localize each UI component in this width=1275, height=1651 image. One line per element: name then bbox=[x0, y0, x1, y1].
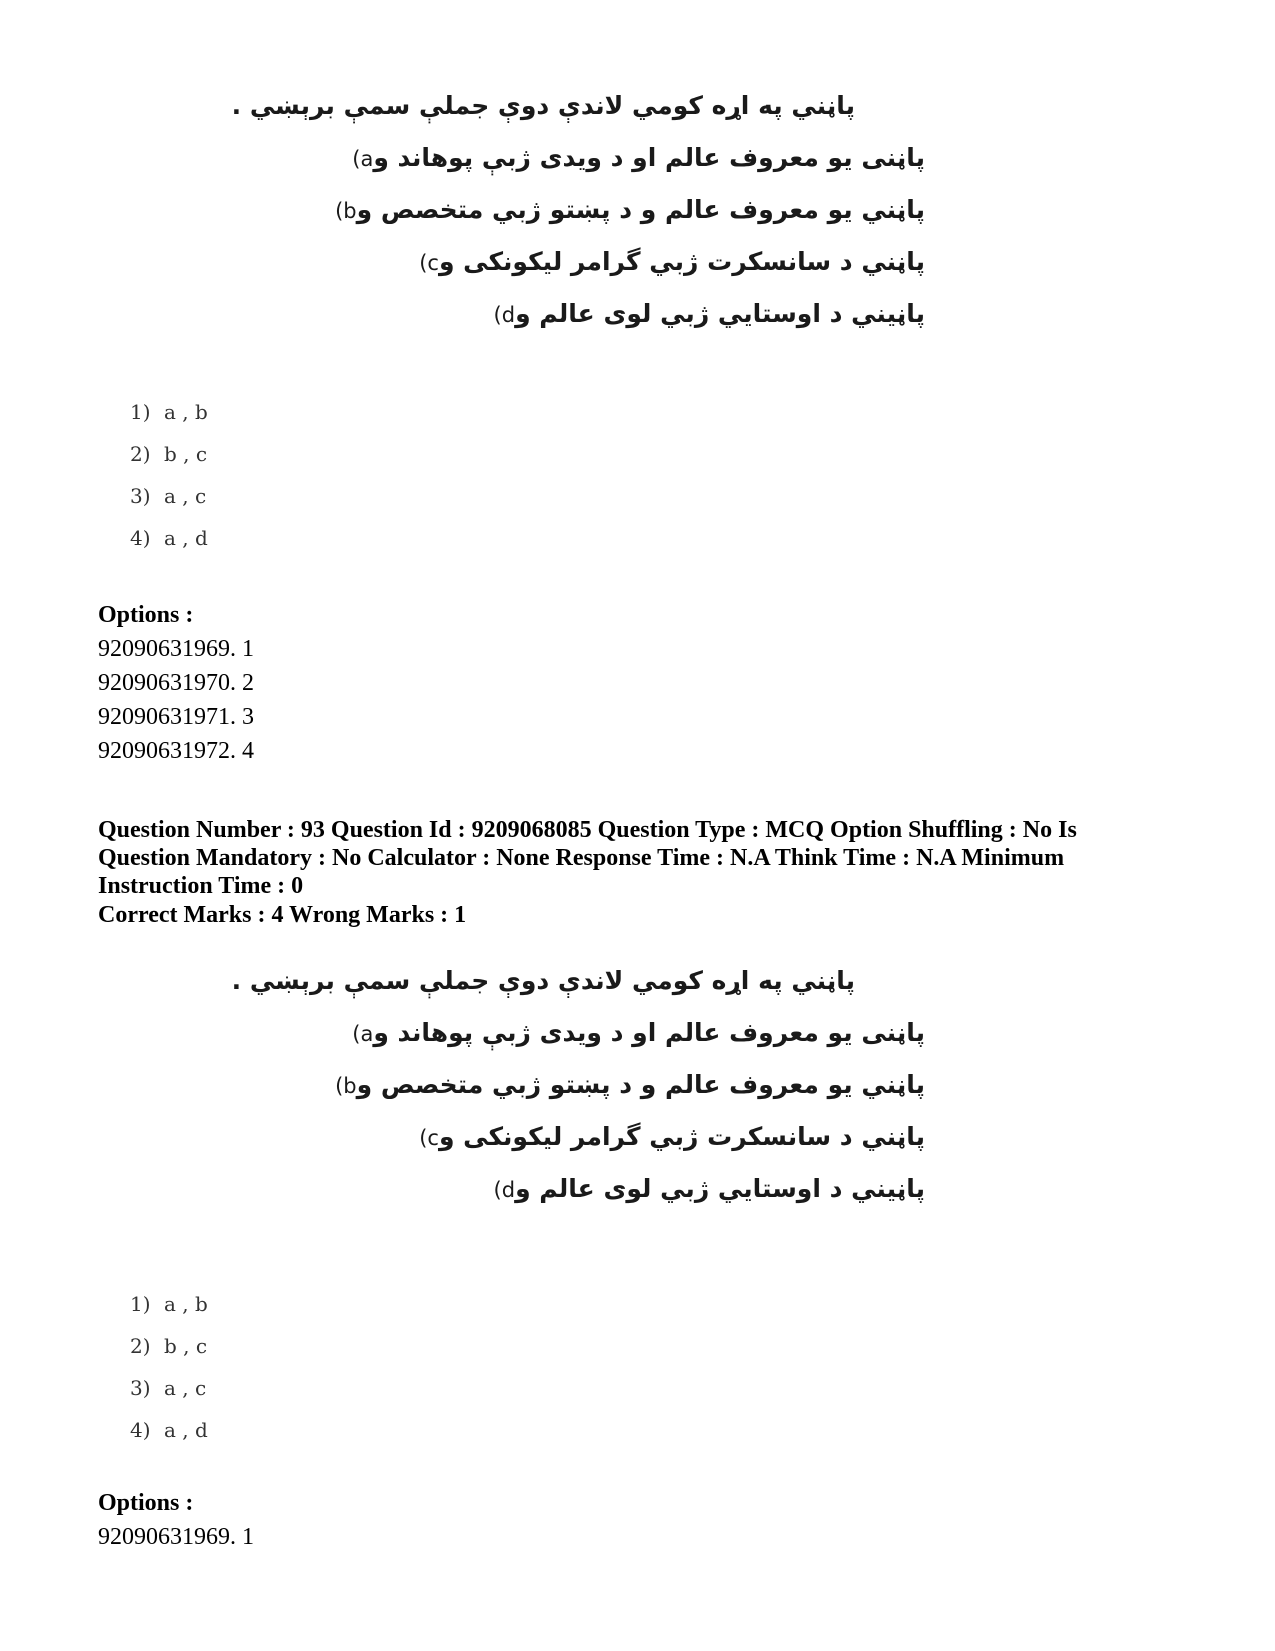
statement-b: (bپاڼني يو معروف عالم و د پښتو ژبي متخصص و bbox=[335, 195, 925, 224]
statement-c: (cپاڼني د سانسکرت ژبي گرامر ليکونکی و bbox=[419, 1122, 925, 1151]
statement-b: (bپاڼني يو معروف عالم و د پښتو ژبي متخصص و bbox=[335, 1070, 925, 1099]
choice-3: 3) a , c bbox=[130, 1376, 207, 1400]
statement-a: (aپاڼنی یو معروف عالم او د ويدی ژبې پوهاند و bbox=[352, 1018, 925, 1047]
option-id: 92090631969. 1 bbox=[98, 1524, 254, 1550]
question-stem: پاڼني په اړه کومي لاندې دوې جملې سمې برېښي . bbox=[231, 91, 855, 120]
marks-line: Correct Marks : 4 Wrong Marks : 1 bbox=[98, 902, 467, 928]
question-image-1 bbox=[231, 85, 925, 347]
options-heading: Options : bbox=[98, 1490, 194, 1516]
option-id: 92090631972. 4 bbox=[98, 738, 254, 764]
choice-4: 4) a , d bbox=[130, 1418, 208, 1442]
statement-d: (dپاڼيني د اوستايي ژبي لوی عالم و bbox=[493, 1174, 925, 1203]
statement-a: (aپاڼنی یو معروف عالم او د ويدی ژبې پوهاند و bbox=[352, 143, 925, 172]
choice-4: 4) a , d bbox=[130, 526, 208, 550]
option-id: 92090631969. 1 bbox=[98, 636, 254, 662]
choice-2: 2) b , c bbox=[130, 1334, 208, 1358]
option-id: 92090631971. 3 bbox=[98, 704, 254, 730]
choice-1: 1) a , b bbox=[130, 1292, 208, 1316]
statement-c: (cپاڼني د سانسکرت ژبي گرامر ليکونکی و bbox=[419, 247, 925, 276]
statement-d: (dپاڼيني د اوستايي ژبي لوی عالم و bbox=[493, 299, 925, 328]
option-id: 92090631970. 2 bbox=[98, 670, 254, 696]
choice-3: 3) a , c bbox=[130, 484, 207, 508]
question-image-2 bbox=[231, 960, 925, 1222]
question-meta: Question Number : 93 Question Id : 9209068085 Question Type : MCQ Option Shuffling : No Is Question Mandatory : No Calculator : None Response Time : N.A Think Time : N.A Minimum Instruction Time : 0 bbox=[98, 817, 1077, 899]
choice-2: 2) b , c bbox=[130, 442, 208, 466]
question-stem: پاڼني په اړه کومي لاندې دوې جملې سمې برېښي . bbox=[231, 966, 855, 995]
options-heading: Options : bbox=[98, 602, 194, 628]
choice-1: 1) a , b bbox=[130, 400, 208, 424]
